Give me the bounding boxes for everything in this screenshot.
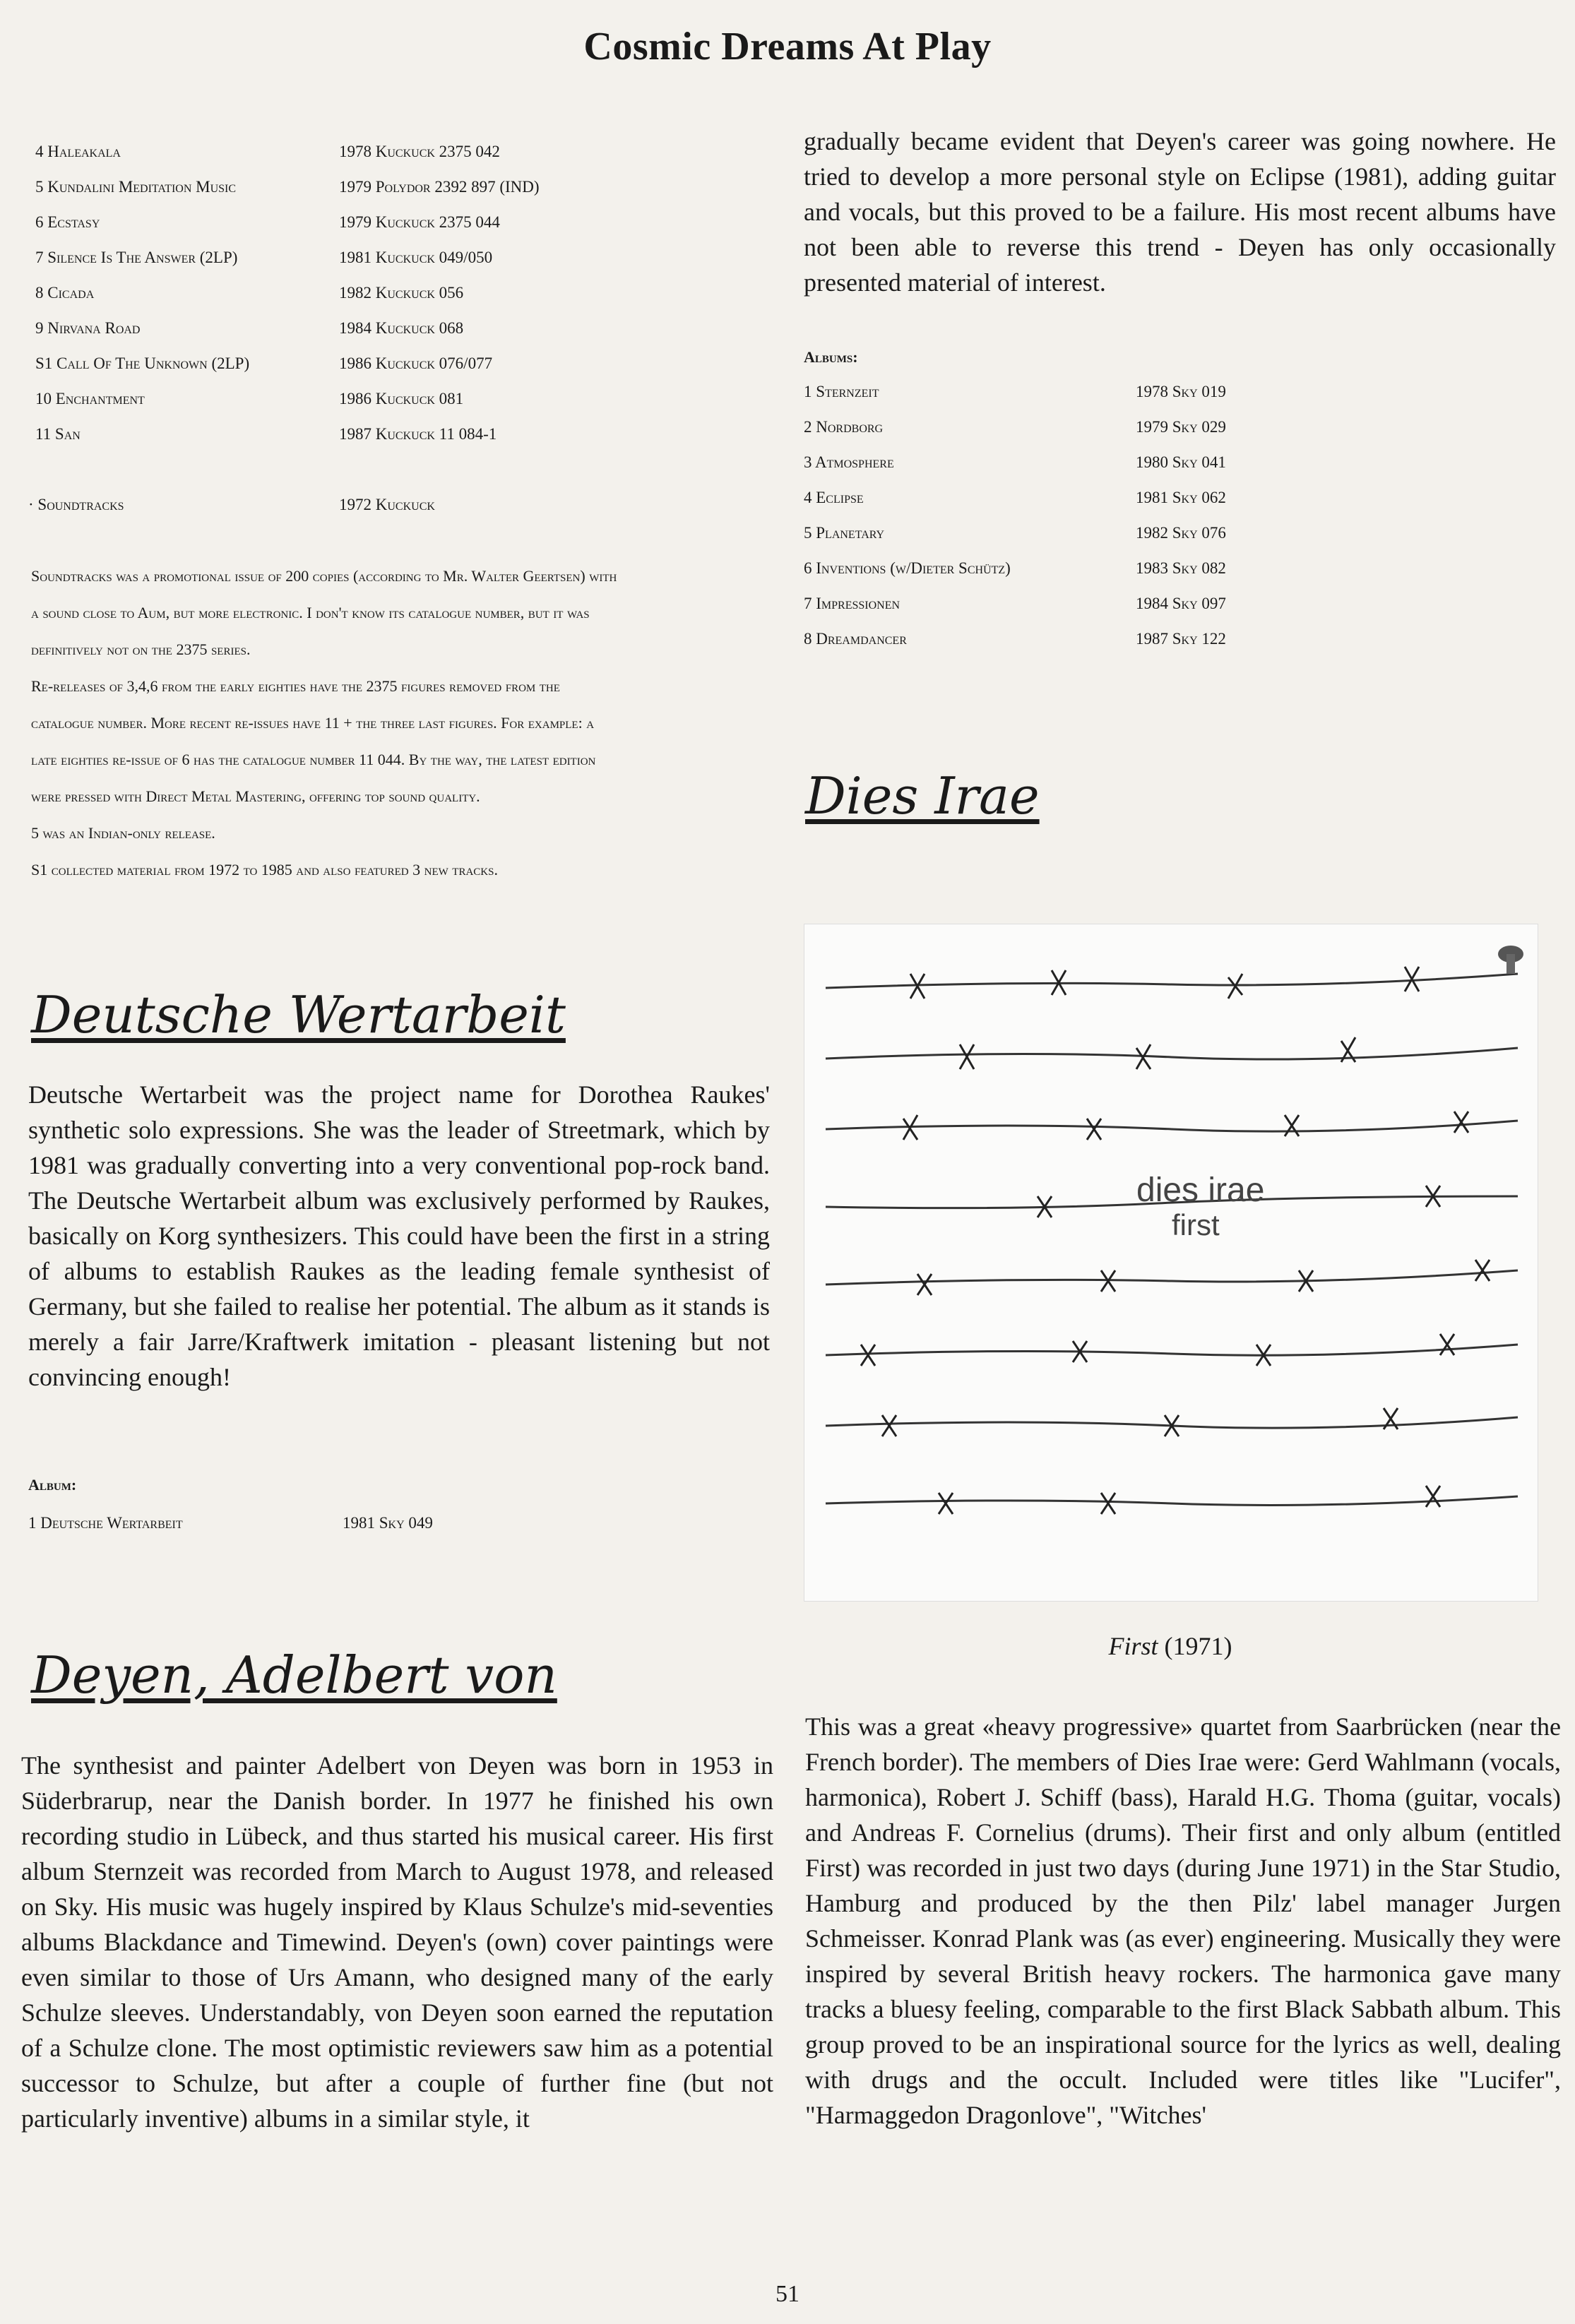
list-item <box>35 134 777 169</box>
album-title: 7 Silence Is The Answer (2LP) <box>35 249 238 266</box>
list-item <box>35 275 777 311</box>
deutsche-text <box>28 1077 770 1395</box>
note-line: were pressed with Direct Metal Mastering, offering top sound quality. <box>31 787 480 805</box>
album-title: 1 Sternzeit <box>804 383 879 400</box>
note-line: Soundtracks was a promotional issue of 200 copies (according to Mr. Walter Geertsen) with <box>31 567 617 585</box>
album-title: 6 Ecstasy <box>35 213 100 231</box>
album-title: 6 Inventions (w/Dieter Schütz) <box>804 559 1011 577</box>
album-title: 4 Haleakala <box>35 143 121 160</box>
album-title: 8 Cicada <box>35 284 95 302</box>
album-title: 11 San <box>35 425 81 443</box>
dies-irae-text <box>805 1709 1561 2133</box>
album-release: 1979 Kuckuck 2375 044 <box>339 213 500 231</box>
album-title: 3 Atmosphere <box>804 453 894 471</box>
list-item <box>804 445 1545 480</box>
soundtracks-row <box>28 487 770 523</box>
album-title: 7 Impressionen <box>804 595 901 612</box>
album-cover-photo <box>804 924 1538 1602</box>
list-item <box>28 1506 770 1541</box>
page-number: 51 <box>775 2281 800 2307</box>
album-release: 1980 Sky 041 <box>1136 453 1226 471</box>
dies-irae-heading: Dies Irae <box>805 766 1040 826</box>
caption-title: First <box>1108 1632 1158 1660</box>
list-item <box>35 381 777 417</box>
album-release: 1987 Sky 122 <box>1136 630 1226 648</box>
album-title: 5 Kundalini Meditation Music <box>35 178 237 196</box>
article-paragraph: Deutsche Wertarbeit was the project name for Dorothea Raukes' synthetic solo expressions. She was the leader of Streetmark, which by 1981 was gradually converting into a very conventional pop-rock band. The Deutsche Wertarbeit album was exclusively performed by Raukes, basically on Korg synthesizers. This could have been the first in a string of albums to establish Raukes as the leading female synthesist of Germany, but she failed to realise her potential. The album as it stands is merely a fair Jarre/Kraftwerk imitation - pleasant listening but not convincing enough! <box>28 1080 770 1391</box>
album-label: Albums: <box>804 348 858 366</box>
barbed-wire-illustration <box>804 924 1538 1601</box>
list-item <box>35 311 777 346</box>
album-title: 2 Nordborg <box>804 418 884 436</box>
album-release: 1979 Sky 029 <box>1136 418 1226 436</box>
cover-band-name: dies irae <box>1136 1172 1265 1209</box>
album-title: 5 Planetary <box>804 524 885 542</box>
discography-notes <box>31 558 780 888</box>
album-release: 1978 Kuckuck 2375 042 <box>339 143 500 160</box>
album-release: 1987 Kuckuck 11 084-1 <box>339 425 497 443</box>
deyen-heading: Deyen, Adelbert von <box>31 1645 557 1705</box>
album-title: 8 Dreamdancer <box>804 630 907 648</box>
note-line: 5 was an Indian-only release. <box>31 824 215 842</box>
list-item <box>804 551 1545 586</box>
list-item <box>35 169 777 205</box>
discography-list <box>35 134 777 452</box>
album-release: 1982 Sky 076 <box>1136 524 1226 542</box>
list-item <box>804 374 1545 410</box>
deyen-album-list <box>804 374 1545 657</box>
album-release: 1984 Kuckuck 068 <box>339 319 464 337</box>
list-item <box>804 621 1545 657</box>
note-line: catalogue number. More recent re-issues have 11 + the three last figures. For example: a <box>31 714 595 732</box>
album-title: S1 Call Of The Unknown (2LP) <box>35 354 250 372</box>
album-release: 1981 Kuckuck 049/050 <box>339 249 493 266</box>
caption-year: (1971) <box>1164 1632 1232 1660</box>
album-release: 1978 Sky 019 <box>1136 383 1226 400</box>
album-release: 1986 Kuckuck 081 <box>339 390 464 407</box>
photo-caption <box>804 1631 1537 1661</box>
list-item <box>35 205 777 240</box>
album-title: 9 Nirvana Road <box>35 319 141 337</box>
album-title: 10 Enchantment <box>35 390 145 407</box>
deutsche-heading: Deutsche Wertarbeit <box>31 985 566 1044</box>
deyen-continued-text <box>804 124 1556 300</box>
list-item <box>804 410 1545 445</box>
note-line: a sound close to Aum, but more electronic. I don't know its catalogue number, but it was <box>31 604 590 621</box>
album-release: 1983 Sky 082 <box>1136 559 1226 577</box>
article-paragraph: gradually became evident that Deyen's career was going nowhere. He tried to develop a more personal style on Eclipse (1981), adding guitar and vocals, but this proved to be a failure. His most recent albums have not been able to reverse this trend - Deyen has only occasionally presented material of interest. <box>804 127 1556 297</box>
deutsche-album-list <box>28 1506 770 1541</box>
album-release: 1981 Sky 049 <box>343 1514 433 1532</box>
article-paragraph: This was a great «heavy progressive» quartet from Saarbrücken (near the French border). The members of Dies Irae were: Gerd Wahlmann (vocals, harmonica), Robert J. Schiff (bass), Harald H.G. Thoma (guitar, vocals) and Andreas F. Cornelius (drums). Their first and only album (entitled First) was recorded in just two days (during June 1971) in the Star Studio, Hamburg and produced by the then Pilz' label manager Jurgen Schmeisser. Konrad Plank was (as ever) engineering. Musically they were inspired by several British heavy rockers. The harmonica gave many tracks a bluesy feeling, comparable to the first Black Sabbath album. This group proved to be an inspirational source for the lyrics as well, dealing with drugs and the occult. Included were titles like "Lucifer", "Harmaggedon Dragonlove", "Witches' <box>805 1712 1561 2129</box>
article-paragraph: The synthesist and painter Adelbert von Deyen was born in 1953 in Süderbrarup, near the Danish border. In 1977 he finished his own recording studio in Lübeck, and thus started his musical career. His first album Sternzeit was recorded from March to August 1978, and released on Sky. His music was hugely inspired by Klaus Schulze's mid-seventies albums Blackdance and Timewind. Deyen's (own) cover paintings were even similar to those of Urs Amann, who designed many of the early Schulze sleeves. Understandably, von Deyen soon earned the reputation of a Schulze clone. The most optimistic reviewers saw him as a potential successor to Schulze, but after a couple of further fine (but not particularly inventive) albums in a similar style, it <box>21 1751 773 2133</box>
list-item <box>804 480 1545 516</box>
album-release: 1981 Sky 062 <box>1136 489 1226 506</box>
page-title: Cosmic Dreams At Play <box>583 25 992 68</box>
cover-album-title: first <box>1172 1208 1220 1241</box>
deyen-text <box>21 1748 773 2136</box>
list-item <box>28 487 770 523</box>
album-label: Album: <box>28 1476 77 1494</box>
list-item <box>804 586 1545 621</box>
note-line: late eighties re-issue of 6 has the catalogue number 11 044. By the way, the latest edition <box>31 751 596 768</box>
album-release: 1984 Sky 097 <box>1136 595 1226 612</box>
album-release: 1986 Kuckuck 076/077 <box>339 354 493 372</box>
list-item <box>35 346 777 381</box>
album-release: 1979 Polydor 2392 897 (IND) <box>339 178 540 196</box>
list-item <box>35 417 777 452</box>
note-line: Re-releases of 3,4,6 from the early eighties have the 2375 figures removed from the <box>31 677 560 695</box>
album-title: 4 Eclipse <box>804 489 864 506</box>
album-title: 1 Deutsche Wertarbeit <box>28 1514 183 1532</box>
mushroom-icon <box>1498 946 1523 974</box>
note-line: definitively not on the 2375 series. <box>31 640 251 658</box>
album-release: 1982 Kuckuck 056 <box>339 284 464 302</box>
note-line: S1 collected material from 1972 to 1985 and also featured 3 new tracks. <box>31 861 498 878</box>
album-title: · Soundtracks <box>28 496 124 513</box>
album-release: 1972 Kuckuck <box>339 496 435 513</box>
list-item <box>35 240 777 275</box>
list-item <box>804 516 1545 551</box>
